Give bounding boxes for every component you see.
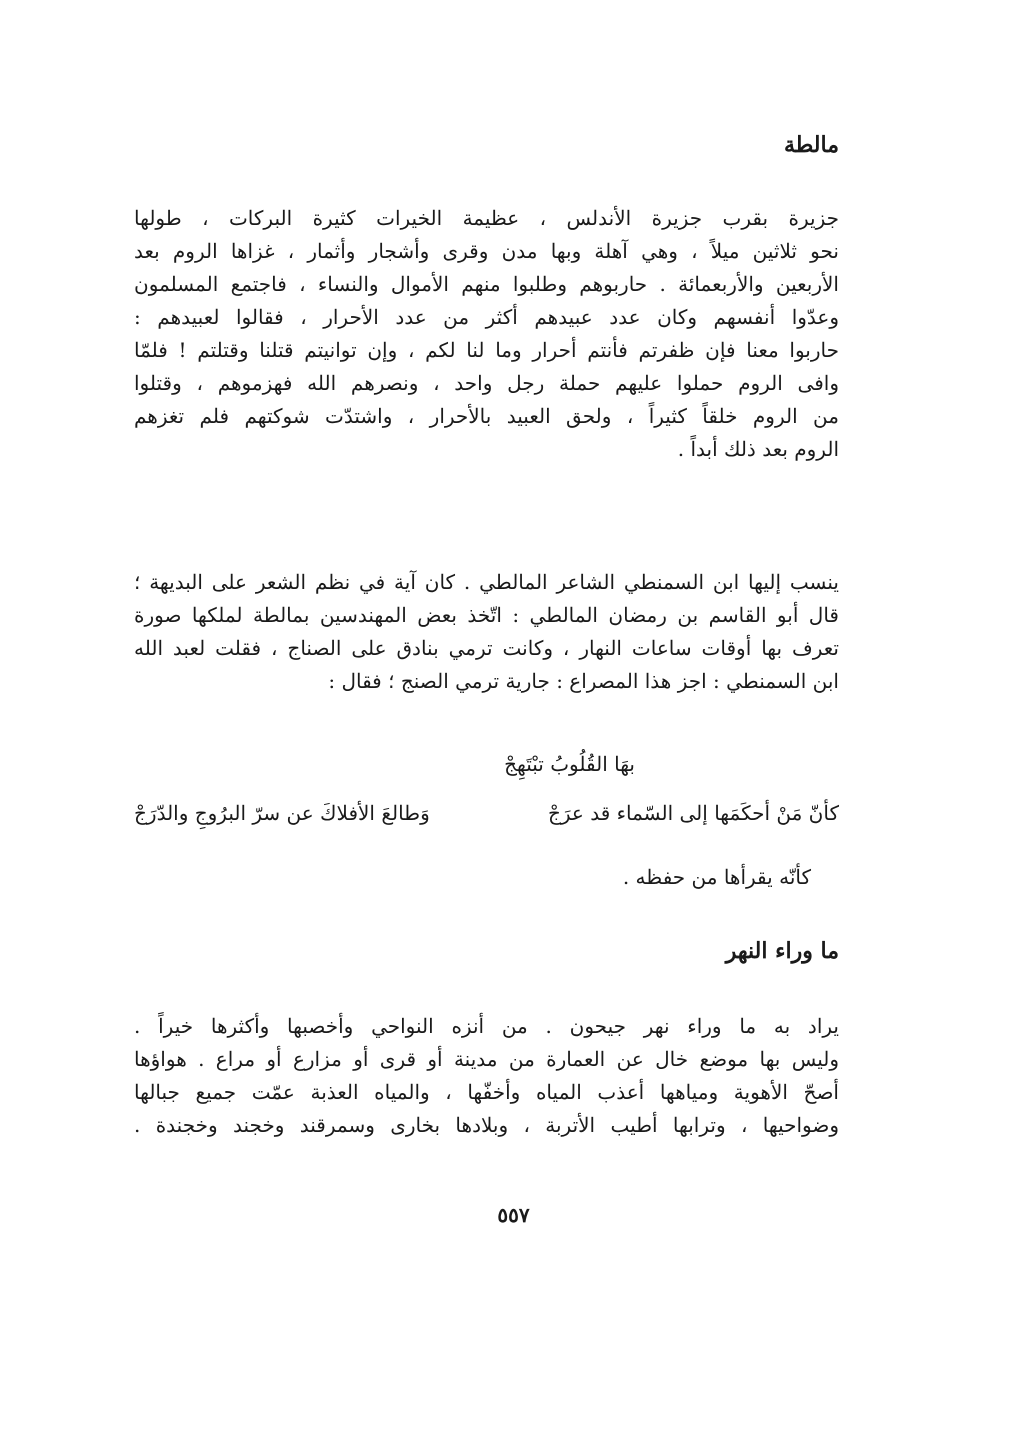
- text-line: حاربوا معنا فإن ظفرتم فأنتم أحرار وما لنا لكم ، وإن توانيتم قتلنا وقتلتم ! فلمّا: [134, 338, 839, 362]
- verse-line-1: بهَا القُلُوبُ تبْتَهِجْ: [504, 752, 635, 776]
- text-line: وعدّوا أنفسهم وكان عدد عبيدهم أكثر من عدد الأحرار ، فقالوا لعبيدهم :: [134, 305, 839, 329]
- text-line: جزيرة بقرب جزيرة الأندلس ، عظيمة الخيرات كثيرة البركات ، طولها: [134, 206, 839, 230]
- text-line: الأربعين والأربعمائة . حاربوهم وطلبوا منهم الأموال والنساء ، فاجتمع المسلمون: [134, 272, 839, 296]
- entry-heading-transoxiana: ما وراء النهر: [725, 938, 839, 964]
- text-line: ينسب إليها ابن السمنطي الشاعر المالطي . كان آية في نظم الشعر على البديهة ؛: [134, 570, 839, 594]
- text-line: يراد به ما وراء نهر جيحون . من أنزه النواحي وأخصبها وأكثرها خيراً .: [134, 1014, 839, 1038]
- text-line: وضواحيها ، وترابها أطيب الأتربة ، وبلادها بخارى وسمرقند وخجند وخجندة .: [134, 1113, 839, 1137]
- text-line: ابن السمنطي : اجز هذا المصراع : جارية ترمي الصنج ؛ فقال :: [328, 669, 839, 693]
- verse-line-2-right: كأنّ مَنْ أحكَمَها إلى السّماء قد عرَجْ: [547, 801, 839, 825]
- text-line: وليس بها موضع خال عن العمارة من مدينة أو قرى أو مزارع أو مراع . هواؤها: [134, 1047, 839, 1071]
- transoxiana-paragraph: [134, 1010, 839, 1142]
- text-line: وافى الروم حملوا عليهم حملة رجل واحد ، ونصرهم الله فهزموهم ، وقتلوا: [134, 371, 839, 395]
- malta-paragraph-2: [134, 566, 839, 698]
- entry-heading-malta: مالطة: [783, 132, 839, 158]
- text-line: من الروم خلقاً كثيراً ، ولحق العبيد بالأحرار ، واشتدّت شوكتهم فلم تغزهم: [134, 404, 839, 428]
- text-line: قال أبو القاسم بن رمضان المالطي : اتّخذ بعض المهندسين بمالطة لملكها صورة: [134, 603, 839, 627]
- text-line: الروم بعد ذلك أبداً .: [677, 437, 839, 461]
- page-number: ٥٥٧: [497, 1203, 530, 1227]
- text-line: نحو ثلاثين ميلاً ، وهي آهلة وبها مدن وقرى وأشجار وأثمار ، غزاها الروم بعد: [134, 239, 839, 263]
- malta-closing-line: كأنّه يقرأها من حفظه .: [622, 865, 811, 889]
- text-line: أصحّ الأهوية ومياهها أعذب المياه وأخفّها ، والمياه العذبة عمّت جميع جبالها: [134, 1080, 839, 1104]
- malta-paragraph-1: [134, 202, 839, 466]
- text-line: تعرف بها أوقات ساعات النهار ، وكانت ترمي بنادق على الصناج ، فقلت لعبد الله: [134, 636, 839, 660]
- verse-line-2-left: وَطالعَ الأفلاكَ عن سرّ البرُوجِ والدّرَجْ: [134, 801, 430, 825]
